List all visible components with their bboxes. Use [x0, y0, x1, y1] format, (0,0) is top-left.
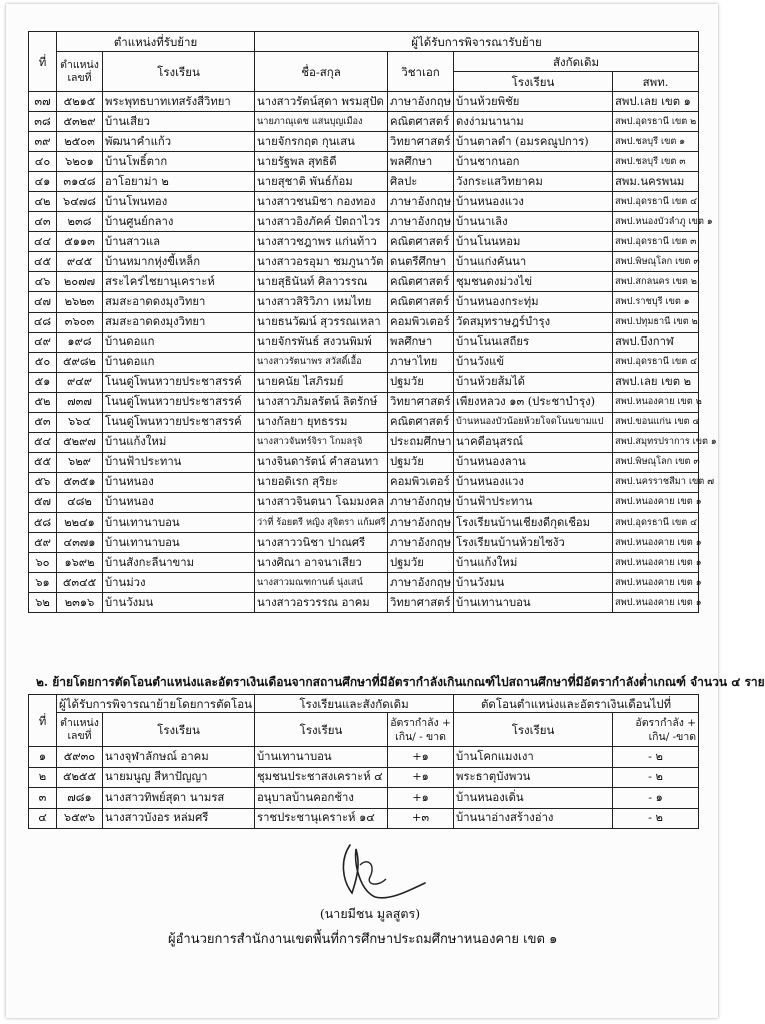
table-row — [29, 392, 699, 412]
cell-name: นางศิณา อาจนาเสียว — [255, 553, 388, 573]
cell-origin-office: สพป.สกลนคร เขต ๒ — [613, 272, 699, 292]
cell-school: บ้านศูนย์กลาง — [103, 212, 255, 232]
cell-school: พระพุทธบาทเทสรังสีวิทยา — [103, 92, 255, 112]
cell-major: ภาษาอังกฤษ — [388, 573, 454, 593]
cell-position-no: ๖๕๙๖ — [57, 808, 103, 829]
cell-no: ๓ — [29, 788, 57, 809]
table-row — [29, 192, 699, 212]
table-row — [29, 767, 699, 788]
cell-major: คอมพิวเตอร์ — [388, 312, 454, 332]
signer-title: ผู้อำนวยการสำนักงานเขตพื้นที่การศึกษาประถมศึกษาหนองคาย เขต ๑ — [168, 932, 558, 947]
cell-no: ๕๖ — [29, 472, 57, 492]
cell-origin-office: สพป.เลย เขต ๒ — [613, 372, 699, 392]
cell-name: นางสาวอิงภัคค์ ปัตถาไวร — [255, 212, 388, 232]
cell-no: ๔๑ — [29, 172, 57, 192]
cell-origin-rate: +๑ — [388, 747, 454, 768]
header-origin: สังกัดเดิม — [454, 52, 699, 72]
cell-origin-school: วังกระแสวิทยาคม — [454, 172, 613, 192]
table-row — [29, 312, 699, 332]
cell-origin-office: สพป.พิษณุโลก เขต ๓ — [613, 252, 699, 272]
table-row — [29, 292, 699, 312]
table-row — [29, 112, 699, 132]
cell-position-no: ๑๖๙๒ — [57, 553, 103, 573]
cell-origin-office: สพป.หนองคาย เขต ๑ — [613, 492, 699, 512]
cell-position-no: ๑๙๘ — [57, 332, 103, 352]
cell-major: ประถมศึกษา — [388, 432, 454, 452]
cell-origin-office: สพป.ปทุมธานี เขต ๒ — [613, 312, 699, 332]
cell-no: ๔๓ — [29, 212, 57, 232]
cell-origin-school: บ้านห้วยส้มได้ — [454, 372, 613, 392]
cell-origin-school: บ้านหนองกระทุ่ม — [454, 292, 613, 312]
cell-position-no: ๖๔๗๘ — [57, 192, 103, 212]
cell-no: ๖๐ — [29, 553, 57, 573]
cell-major: ปฐมวัย — [388, 553, 454, 573]
table-row — [29, 472, 699, 492]
cell-school: โนนดู่โพนหวายประชาสรรค์ — [103, 412, 255, 432]
table-row — [29, 553, 699, 573]
cell-origin-school: บ้านนาเลิง — [454, 212, 613, 232]
cell-no: ๔๔ — [29, 232, 57, 252]
table-row — [29, 452, 699, 472]
cell-position-no: ๕๓๒๙ — [57, 112, 103, 132]
cell-name: นายมนูญ สีหาปัญญา — [103, 767, 255, 788]
cell-name: นางสาวทิพย์สุดา นามรส — [103, 788, 255, 809]
cell-origin-school: บ้านหนองแวง — [454, 472, 613, 492]
cell-position-no: ๖๒๐๑ — [57, 152, 103, 172]
cell-school: บ้านฟ้าประทาน — [103, 452, 255, 472]
cell-origin-office: สพป.ราชบุรี เขต ๑ — [613, 292, 699, 312]
cell-origin-office: สพป.หนองคาย เขต ๑ — [613, 533, 699, 553]
cell-name: นางสาวชฎาพร แก่นท้าว — [255, 232, 388, 252]
cell-no: ๕๘ — [29, 512, 57, 532]
cell-name: นางสาวจันทร์จิรา โกมลรุจิ — [255, 432, 388, 452]
cell-position-no: ๕๓๕๑ — [57, 472, 103, 492]
cell-major: วิทยาศาสตร์ — [388, 132, 454, 152]
cell-position-no: ๔๓๗๑ — [57, 533, 103, 553]
cell-major: ภาษาอังกฤษ — [388, 92, 454, 112]
cell-name: นางสาวชนมิชา กองทอง — [255, 192, 388, 212]
cell-school: บ้านโพนทอง — [103, 192, 255, 212]
cell-position-no: ๖๒๙ — [57, 452, 103, 472]
cell-origin-office: สพม.นครพนม — [613, 172, 699, 192]
cell-no: ๔๐ — [29, 152, 57, 172]
cell-position-no: ๙๔๕ — [57, 252, 103, 272]
signature-image — [330, 835, 440, 915]
cell-position-no: ๖๖๔ — [57, 412, 103, 432]
cell-no: ๕๔ — [29, 432, 57, 452]
cell-origin-school: วัดสมุทราษฎร์บำรุง — [454, 312, 613, 332]
cut-transfer-table — [28, 694, 699, 829]
table-row — [29, 432, 699, 452]
cell-position-no: ๒๓๘ — [57, 212, 103, 232]
cell-origin-office: สพป.อุดรธานี เขต ๓ — [613, 232, 699, 252]
cell-major: พลศึกษา — [388, 332, 454, 352]
cell-name: นายภาณุเดช แสนบุญเมือง — [255, 112, 388, 132]
cell-major: คณิตศาสตร์ — [388, 292, 454, 312]
cell-origin-school: บ้านเทานาบอน — [255, 747, 388, 768]
cell-major: ภาษาอังกฤษ — [388, 192, 454, 212]
header-origin-group: โรงเรียนและสังกัดเดิม — [255, 695, 454, 713]
cell-position-no: ๓๖๐๓ — [57, 312, 103, 332]
header-name: ชื่อ-สกุล — [255, 52, 388, 92]
cell-origin-office: สพป.ชลบุรี เขต ๓ — [613, 152, 699, 172]
cell-origin-rate: +๓ — [388, 808, 454, 829]
table-row — [29, 533, 699, 553]
header-position-no: ตำแหน่ง เลขที่ — [57, 52, 103, 92]
cell-major: ภาษาอังกฤษ — [388, 512, 454, 532]
cell-major: พลศึกษา — [388, 152, 454, 172]
cell-name: ว่าที่ ร้อยตรี หญิง สุจิตรา แก้มศรี — [255, 512, 388, 532]
cell-origin-office: สพป.อุดรธานี เขต ๔ — [613, 352, 699, 372]
cell-school: สมสะอาดดงมุงวิทยา — [103, 312, 255, 332]
cell-major: คณิตศาสตร์ — [388, 412, 454, 432]
cell-major: คณิตศาสตร์ — [388, 112, 454, 132]
cell-school: สมสะอาดดงมุงวิทยา — [103, 292, 255, 312]
cell-origin-school: โรงเรียนบ้านห้วยไซงัว — [454, 533, 613, 553]
cell-origin-school: บ้านแก้งใหม่ — [454, 553, 613, 573]
cell-major: ภาษาอังกฤษ — [388, 212, 454, 232]
cell-origin-office: สพป.หนองคาย เขต ๑ — [613, 553, 699, 573]
cell-name: นายธนวัฒน์ สุวรรณเหลา — [255, 312, 388, 332]
cell-dest-school: บ้านหนองเดิ่น — [454, 788, 613, 809]
cell-position-no: ๒๒๔๑ — [57, 512, 103, 532]
cell-origin-office: สพป.ขอนแก่น เขต ๔ — [613, 412, 699, 432]
header-origin-rate: อัตรากำลัง + เกิน/ - ขาด — [388, 713, 454, 747]
cell-position-no: ๕๙๘๒ — [57, 352, 103, 372]
cell-origin-school: บ้านฟ้าประทาน — [454, 492, 613, 512]
cell-position-no: ๒๓๑๖ — [57, 593, 103, 613]
cell-school: บ้านดอแก — [103, 352, 255, 372]
cell-name: นางสาวบังอร หล่มศรี — [103, 808, 255, 829]
cell-origin-school: ราชประชานุเคราะห์ ๑๔ — [255, 808, 388, 829]
cell-school: อาโอยาม่า ๒ — [103, 172, 255, 192]
cell-school: บ้านดอแก — [103, 332, 255, 352]
cell-school: บ้านเทานาบอน — [103, 533, 255, 553]
cell-position-no: ๕๒๑๕ — [57, 92, 103, 112]
cell-no: ๔๘ — [29, 312, 57, 332]
cell-name: นายสุชาติ พันธ์ก้อม — [255, 172, 388, 192]
cell-school: บ้านม่วง — [103, 573, 255, 593]
cell-position-no: ๕๙๓๐ — [57, 747, 103, 768]
cell-origin-school: บ้านแก่งคันนา — [454, 252, 613, 272]
cell-name: นางจุฬาลักษณ์ อาคม — [103, 747, 255, 768]
cell-dest-rate: - ๑ — [613, 788, 699, 809]
cell-no: ๓๗ — [29, 92, 57, 112]
cell-origin-office: สพป.บึงกาฬ — [613, 332, 699, 352]
header-origin-school: โรงเรียน — [454, 72, 613, 92]
header-position-no: ตำแหน่ง เลขที่ — [57, 713, 103, 747]
cell-position-no: ๕๒๙๗ — [57, 432, 103, 452]
cell-origin-school: ดงง่ามนานาม — [454, 112, 613, 132]
cell-position-no: ๕๓๔๕ — [57, 573, 103, 593]
cell-name: นางสาวสิริวิภา เหมไทย — [255, 292, 388, 312]
cell-major: คณิตศาสตร์ — [388, 272, 454, 292]
cell-no: ๓๙ — [29, 132, 57, 152]
cell-origin-office: สพป.หนองคาย เขต ๒ — [613, 392, 699, 412]
header-applicant: ผู้ได้รับการพิจารณารับย้าย — [255, 32, 699, 52]
table-row — [29, 747, 699, 768]
cell-origin-school: บ้านวังแข้ — [454, 352, 613, 372]
cell-name: นางสาวรัตนาพร สวัสดิ์เอื้อ — [255, 352, 388, 372]
cell-origin-office: สพป.หนองบัวลำภู เขต ๑ — [613, 212, 699, 232]
cell-origin-office: สพป.อุดรธานี เขต ๔ — [613, 512, 699, 532]
cell-name: นางสาวมณฑกานต์ นุ่งเสน์ — [255, 573, 388, 593]
cell-no: ๔๗ — [29, 292, 57, 312]
cell-position-no: ๔๘๒ — [57, 492, 103, 512]
cell-major: คณิตศาสตร์ — [388, 232, 454, 252]
cell-major: ภาษาอังกฤษ — [388, 492, 454, 512]
cell-major: ภาษาไทย — [388, 352, 454, 372]
cell-origin-office: สพป.อุดรธานี เขต ๒ — [613, 112, 699, 132]
cell-school: บ้านสังกะลีนาขาม — [103, 553, 255, 573]
cell-origin-school: บ้านหนองลาน — [454, 452, 613, 472]
table-row — [29, 172, 699, 192]
cell-origin-school: โรงเรียนบ้านเชียงดีกุดเชือม — [454, 512, 613, 532]
table-row — [29, 272, 699, 292]
table-row — [29, 372, 699, 392]
cell-school: พัฒนาคำแก้ว — [103, 132, 255, 152]
cell-major: ปฐมวัย — [388, 372, 454, 392]
cell-no: ๕๑ — [29, 372, 57, 392]
transfer-table — [28, 31, 717, 613]
cell-name: นางกัลยา ยุทธรรม — [255, 412, 388, 432]
header-school: โรงเรียน — [103, 52, 255, 92]
cell-school: บ้านเสียว — [103, 112, 255, 132]
cell-no: ๖๑ — [29, 573, 57, 593]
cell-origin-school: บ้านชากนอก — [454, 152, 613, 172]
cell-origin-school: ชุมชนประชาสงเคราะห์ ๔ — [255, 767, 388, 788]
cell-origin-school: ชุมชนดงม่วงไข่ — [454, 272, 613, 292]
cell-name: นางสาวอรวรรณ อาคม — [255, 593, 388, 613]
cell-school: โนนดู่โพนหวายประชาสรรค์ — [103, 392, 255, 412]
cell-origin-school: นาคดีอนุสรณ์ — [454, 432, 613, 452]
cell-major: ปฐมวัย — [388, 452, 454, 472]
cell-school: บ้านแก้งใหม่ — [103, 432, 255, 452]
table-row — [29, 808, 699, 829]
cell-school: บ้านหมากหุ่งขี้เหล็ก — [103, 252, 255, 272]
cell-dest-school: บ้านโคกแมงเงา — [454, 747, 613, 768]
cell-no: ๕๒ — [29, 392, 57, 412]
header-transfer-group: ตัดโอนตำแหน่งและอัตราเงินเดือนไปที่ — [454, 695, 699, 713]
cell-no: ๕๕ — [29, 452, 57, 472]
table-row — [29, 332, 699, 352]
table-row — [29, 352, 699, 372]
header-no: ที่ — [29, 695, 57, 747]
cell-origin-rate: +๑ — [388, 767, 454, 788]
cell-no: ๒ — [29, 767, 57, 788]
cell-no: ๓๘ — [29, 112, 57, 132]
signer-name: (นายมีชน มูลสูตร) — [319, 906, 421, 921]
cell-major: วิทยาศาสตร์ — [388, 593, 454, 613]
cell-major: วิทยาศาสตร์ — [388, 392, 454, 412]
cell-position-no: ๕๑๑๓ — [57, 232, 103, 252]
cell-school: บ้านหนอง — [103, 472, 255, 492]
cell-position-no: ๓๑๔๘ — [57, 172, 103, 192]
table-row — [29, 132, 699, 152]
table-row — [29, 512, 699, 532]
cell-name: นายจักรพันธ์ สงวนพิมพ์ — [255, 332, 388, 352]
cell-dest-rate: - ๒ — [613, 767, 699, 788]
cell-name: นางสาววนิชา ปาณศรี — [255, 533, 388, 553]
cell-position-no: ๗๘๑ — [57, 788, 103, 809]
cell-origin-office: สพป.หนองคาย เขต ๑ — [613, 593, 699, 613]
cell-position-no: ๕๒๕๕ — [57, 767, 103, 788]
cell-origin-school: บ้านหนองแวง — [454, 192, 613, 212]
cell-origin-office: สพป.ชลบุรี เขต ๑ — [613, 132, 699, 152]
cell-no: ๕๓ — [29, 412, 57, 432]
table-row — [29, 788, 699, 809]
header-name-col: โรงเรียน — [103, 713, 255, 747]
cell-origin-school: บ้านโนนหอม — [454, 232, 613, 252]
table-row — [29, 573, 699, 593]
cell-position-no: ๒๐๗๗ — [57, 272, 103, 292]
cell-school: สระไคร่ไชยานุเคราะห์ — [103, 272, 255, 292]
header-moved-position: ตำแหน่งที่รับย้าย — [57, 32, 255, 52]
header-dest-school: โรงเรียน — [454, 713, 613, 747]
cell-no: ๔๕ — [29, 252, 57, 272]
cell-origin-office: สพป.นครราชสีมา เขต ๗ — [613, 472, 699, 492]
cell-school: โนนดู่โพนหวายประชาสรรค์ — [103, 372, 255, 392]
cell-origin-office: สพป.หนองคาย เขต ๑ — [613, 573, 699, 593]
header-applicant: ผู้ได้รับการพิจารณาย้ายโดยการตัดโอน — [57, 695, 255, 713]
cell-no: ๕๗ — [29, 492, 57, 512]
table-row — [29, 412, 699, 432]
header-origin-school: โรงเรียน — [255, 713, 388, 747]
section-2-title: ๒. ย้ายโดยการตัดโอนตำแหน่งและอัตราเงินเดือนจากสถานศึกษาที่มีอัตรากำลังเกินเกณฑ์ไปสถานศึกษาที่มีอัตรากำลังต่ำเกณฑ์ จำนวน ๔ ราย — [36, 675, 765, 689]
cell-school: บ้านหนอง — [103, 492, 255, 512]
cell-school: บ้านโพธิ์ตาก — [103, 152, 255, 172]
cell-origin-school: บ้านหนองบัวน้อยห้วยโจดโนนขามแป — [454, 412, 613, 432]
cell-major: ดนตรีศึกษา — [388, 252, 454, 272]
cell-school: บ้านวังมน — [103, 593, 255, 613]
cell-position-no: ๙๔๙ — [57, 372, 103, 392]
cell-dest-school: บ้านนาอ่างสร้างอ่าง — [454, 808, 613, 829]
cell-no: ๕๐ — [29, 352, 57, 372]
cell-name: นายสุธินันท์ ศิลาวรรณ — [255, 272, 388, 292]
cell-origin-rate: +๑ — [388, 788, 454, 809]
cell-name: นายคนัย ไสภิรมย์ — [255, 372, 388, 392]
cell-name: นายรัฐพล สุทธิดี — [255, 152, 388, 172]
header-dest-rate: อัตรากำลัง + เกิน/ -ขาด — [613, 713, 699, 747]
cell-school: บ้านเทานาบอน — [103, 512, 255, 532]
cell-origin-school: บ้านเทานาบอน — [454, 593, 613, 613]
table-row — [29, 252, 699, 272]
cell-no: ๖๒ — [29, 593, 57, 613]
cell-name: นางสาวรัตน์สุดา พรมสุปัด — [255, 92, 388, 112]
cell-no: ๔ — [29, 808, 57, 829]
cell-origin-office: สพป.พิษณุโลก เขต ๓ — [613, 452, 699, 472]
cell-no: ๔๖ — [29, 272, 57, 292]
cell-origin-school: บ้านตาลดำ (อมรคณูปการ) — [454, 132, 613, 152]
cell-name: นางสาวจินตนา โฉมมงคล — [255, 492, 388, 512]
table-row — [29, 492, 699, 512]
cell-origin-school: อนุบาลบ้านคอกช้าง — [255, 788, 388, 809]
cell-major: ศิลปะ — [388, 172, 454, 192]
cell-origin-school: บ้านห้วยพิชัย — [454, 92, 613, 112]
header-major: วิชาเอก — [388, 52, 454, 92]
table-row — [29, 232, 699, 252]
cell-dest-rate: - ๒ — [613, 808, 699, 829]
cell-name: นายจักรกฤต กุนเสน — [255, 132, 388, 152]
cell-name: นางจินดารัตน์ คำสอนทา — [255, 452, 388, 472]
cell-major: คอมพิวเตอร์ — [388, 472, 454, 492]
cell-major: ภาษาอังกฤษ — [388, 533, 454, 553]
header-no: ที่ — [29, 32, 57, 92]
table-row — [29, 593, 699, 613]
table-row — [29, 212, 699, 232]
cell-no: ๔๒ — [29, 192, 57, 212]
cell-name: นางสาวภิมลรัตน์ ลิตรักษ์ — [255, 392, 388, 412]
cell-no: ๔๙ — [29, 332, 57, 352]
cell-school: บ้านสาวแล — [103, 232, 255, 252]
cell-position-no: ๒๖๒๓ — [57, 292, 103, 312]
table-row — [29, 92, 699, 112]
cell-origin-office: สพป.เลย เขต ๑ — [613, 92, 699, 112]
cell-dest-rate: - ๒ — [613, 747, 699, 768]
cell-origin-office: สพป.สมุทรปราการ เขต ๑ — [613, 432, 699, 452]
cell-position-no: ๗๓๗ — [57, 392, 103, 412]
cell-dest-school: พระธาตุบังพวน — [454, 767, 613, 788]
cell-no: ๕๙ — [29, 533, 57, 553]
header-origin-office: สพท. — [613, 72, 699, 92]
table-row — [29, 152, 699, 172]
cell-origin-school: เพียงหลวง ๑๓ (ประชาบำรุง) — [454, 392, 613, 412]
cell-name: นายอดิเรก สุริยะ — [255, 472, 388, 492]
cell-origin-office: สพป.อุดรธานี เขต ๔ — [613, 192, 699, 212]
cell-name: นางสาวอรอุมา ชมภูนาวัต — [255, 252, 388, 272]
cell-no: ๑ — [29, 747, 57, 768]
cell-position-no: ๒๕๐๓ — [57, 132, 103, 152]
cell-origin-school: บ้านโนนเสถียร — [454, 332, 613, 352]
cell-origin-school: บ้านวังมน — [454, 573, 613, 593]
